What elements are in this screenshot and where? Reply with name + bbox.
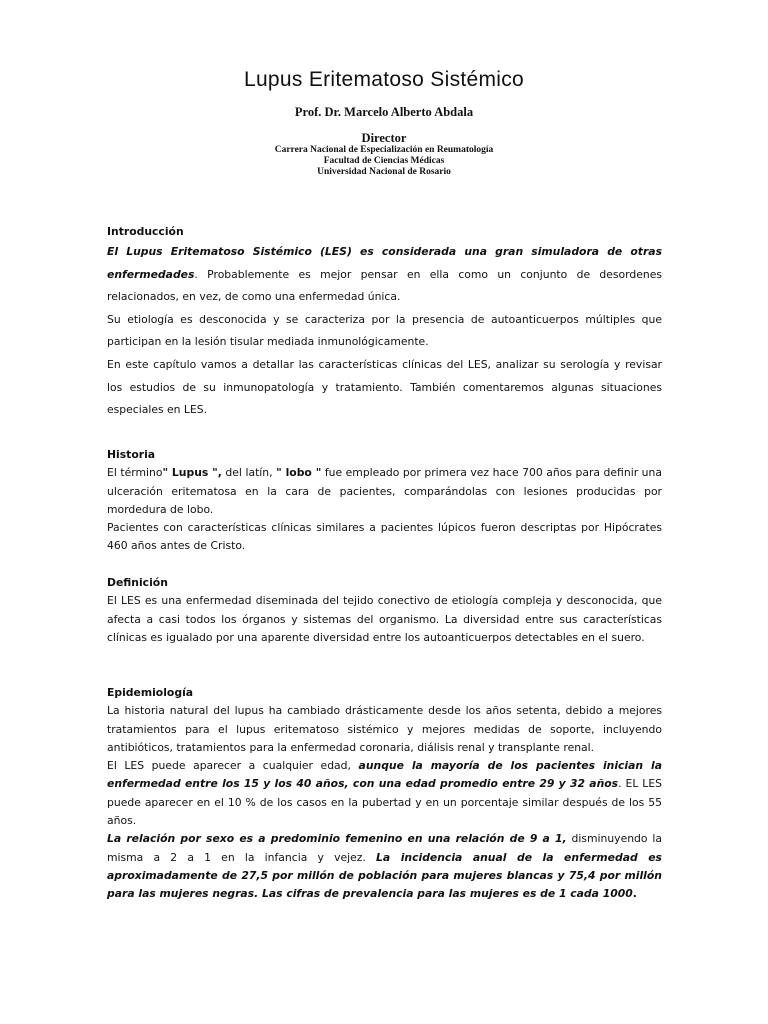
paragraph: La historia natural del lupus ha cambiado drásticamente desde los años setenta, debido a mejores tratamientos para el lupus eritematoso sistémico y mejores medidas de soporte, incluyendo antibióticos, tratamientos para la enfermedad coronaria, diálisis renal y transplante renal. [107,704,662,754]
affiliation-line: Universidad Nacional de Rosario [317,167,451,177]
paragraph [107,241,662,309]
section-heading: Historia [107,448,156,461]
document-title: Lupus Eritematoso Sistémico [243,68,525,91]
section-epidemiologia [107,684,662,904]
section-introduccion [107,223,662,422]
paragraph-text: disminuyendo la misma a 2 a 1 en la infancia y vejez. [107,832,662,864]
emphasis-text: La relación por sexo es a predominio femenino en una relación de 9 a 1, [107,832,567,846]
emphasis-text: La incidencia anual de la enfermedad es aproximadamente de 27,5 por millón de población para mujeres blancas y 75,4 por millón para las mujeres negras. Las cifras de prevalencia para las mujeres es de 1 cada 1000 [107,850,662,901]
paragraph: El LES es una enfermedad diseminada del tejido conectivo de etiología compleja y desconocida, que afecta a casi todos los órganos y sistemas del organismo. La diversidad entre sus características clínicas es igualado por una aparente diversidad entre los autoanticuerpos detectables en el suero. [107,594,662,644]
paragraph: En este capítulo vamos a detallar las características clínicas del LES, analizar su serología y revisar los estudios de su inmunopatología y tratamiento. También comentaremos algunas situaciones especiales en LES. [107,357,662,417]
paragraph: Pacientes con características clínicas similares a pacientes lúpicos fueron descriptas por Hipócrates 460 años antes de Cristo. [107,521,662,553]
emphasis-text: aunque la mayoría de los pacientes inician la enfermedad entre los 15 y los 40 años, con una edad promedio entre 29 y 32 años [107,759,662,791]
paragraph-text: El LES puede aparecer a cualquier edad, [107,759,359,773]
section-historia [107,446,662,556]
author-name: Prof. Dr. Marcelo Alberto Abdala [294,105,474,119]
term-lupus: " Lupus ", [162,466,222,480]
emphasis-text: El Lupus Eritematoso Sistémico (LES) es considerada una gran simuladora de otras enfermedades [107,245,662,281]
paragraph [107,464,662,519]
paragraph-text: . EL LES puede aparecer en el 10 % de los casos en la pubertad y en un porcentaje similar después de los 55 años. [107,777,662,828]
affiliation-line: Facultad de Ciencias Médicas [323,156,445,166]
author-role: Director [361,131,407,145]
section-heading: Introducción [107,225,184,238]
paragraph-text: . Probablemente es mejor pensar en ella como un conjunto de desordenes relacionados, en vez, de como una enfermedad única. [107,267,662,304]
section-definicion [107,574,662,647]
paragraph-text: fue empleado por primera vez hace 700 años para definir una ulceración eritematosa en la cara de pacientes, comparándolas con lesiones producidas por mordedura de lobo. [107,466,662,516]
section-heading: Epidemiología [107,686,194,699]
paragraph-text: . [632,887,637,901]
author-affiliation [0,145,768,178]
paragraph [107,830,662,903]
paragraph [107,757,662,830]
paragraph-text: del latín, [221,466,277,480]
affiliation-line: Carrera Nacional de Especialización en Reumatología [274,145,494,155]
section-heading: Definición [107,576,168,589]
paragraph-text: El término [107,466,163,480]
paragraph: Su etiología es desconocida y se caracteriza por la presencia de autoanticuerpos múltiples que participan en la lesión tisular mediada inmunológicamente. [107,312,662,349]
term-lobo: " lobo " [276,466,322,480]
